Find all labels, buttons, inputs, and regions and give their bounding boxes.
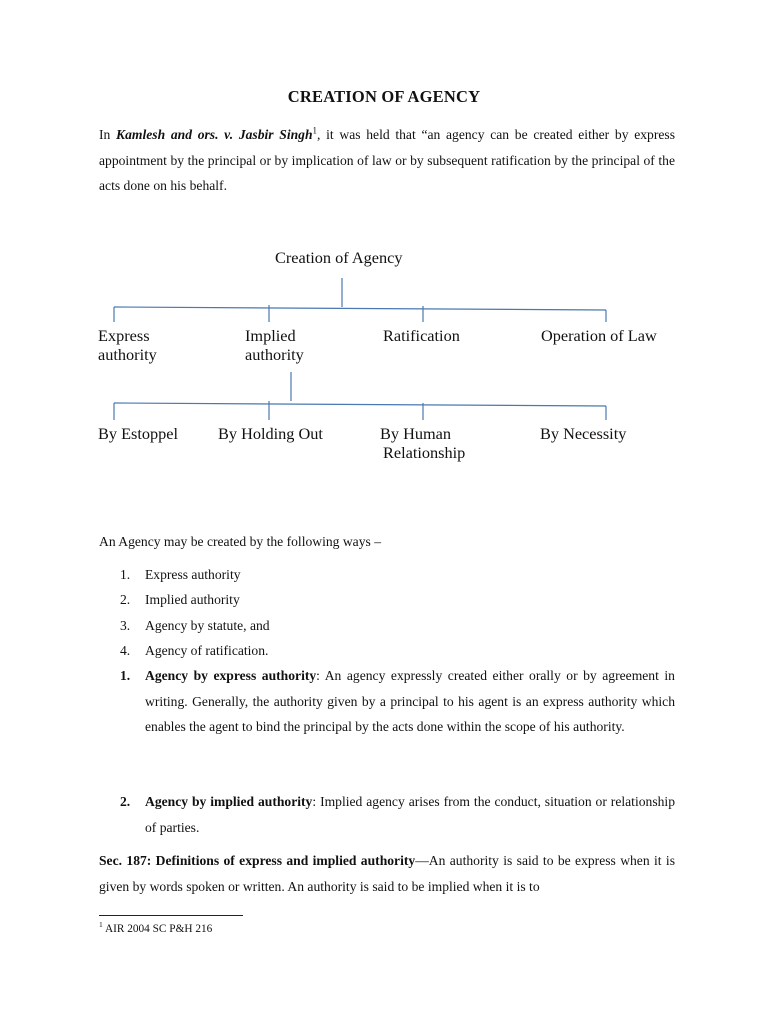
node-human-line1: By Human xyxy=(380,424,451,443)
footnote-mark: 1 xyxy=(99,920,103,929)
section-number: 2. xyxy=(120,794,131,809)
sec-187-paragraph xyxy=(99,848,675,899)
node-implied-authority xyxy=(245,326,304,364)
case-name: Kamlesh and ors. v. Jasbir Singh xyxy=(116,127,313,142)
list-item xyxy=(120,638,270,663)
level1-bar xyxy=(114,307,606,310)
section-text: : Implied agency arises from the conduct, situation or relationship of parties. xyxy=(145,794,675,835)
intro-prefix: In xyxy=(99,127,117,142)
section-express-authority xyxy=(120,663,675,740)
section-heading: Agency by express authority xyxy=(145,668,317,683)
section-body xyxy=(145,789,675,840)
section-text: : An agency expressly created either orally or by agreement in writing. Generally, the authority given by a principal to his agent is an express authority which enables the agent to bind the principal by the acts done within the scope of his authority. xyxy=(145,668,675,734)
list-item xyxy=(120,562,270,587)
footnote-text: AIR 2004 SC P&H 216 xyxy=(102,922,213,935)
node-implied-line1: Implied xyxy=(245,326,296,345)
section-implied-authority xyxy=(120,789,675,840)
node-express-line1: Express xyxy=(98,326,150,345)
node-ratification: Ratification xyxy=(383,326,460,345)
node-by-human-relationship xyxy=(380,424,465,462)
node-implied-line2: authority xyxy=(245,345,304,364)
section-number: 1. xyxy=(120,668,131,683)
node-by-holding-out: By Holding Out xyxy=(218,424,323,443)
list-item-text: Express authority xyxy=(145,567,241,582)
sec-187-text: —An authority is said to be express when it is given by words spoken or written. An authority is said to be implied when it is to xyxy=(99,853,675,894)
node-by-necessity: By Necessity xyxy=(540,424,627,443)
ways-list xyxy=(120,562,270,663)
list-item-text: Agency by statute, and xyxy=(145,617,270,633)
node-human-line2: Relationship xyxy=(383,443,466,462)
section-body xyxy=(145,663,675,740)
sec-187-heading: Sec. 187: Definitions of express and implied authority xyxy=(99,853,416,868)
node-express-line2: authority xyxy=(98,345,157,364)
footnote-divider xyxy=(99,915,243,916)
list-item-text: Agency of ratification. xyxy=(145,642,269,658)
footnote-reference: 1 xyxy=(312,125,318,136)
chart-root-label: Creation of Agency xyxy=(275,248,403,267)
node-operation-of-law: Operation of Law xyxy=(541,326,657,345)
node-express-authority xyxy=(98,326,157,364)
list-item-number: 4. xyxy=(120,642,131,658)
list-item xyxy=(120,587,270,612)
list-item-number: 3. xyxy=(120,617,131,633)
list-item xyxy=(120,613,270,638)
list-item-number: 2. xyxy=(120,592,131,608)
section-heading: Agency by implied authority xyxy=(145,794,313,809)
document-title: CREATION OF AGENCY xyxy=(287,87,481,106)
intro-rest: , it was held that “an agency can be created either by express appointment by the principal or by implication of law or by subsequent ratification by the principal of the acts done on his behalf. xyxy=(99,127,675,193)
list-item-number: 1. xyxy=(120,567,131,582)
footnote xyxy=(99,920,212,935)
list-item-text: Implied authority xyxy=(145,592,240,608)
level2-bar xyxy=(114,403,606,406)
node-by-estoppel: By Estoppel xyxy=(98,424,179,443)
ways-intro: An Agency may be created by the following ways – xyxy=(99,534,381,549)
